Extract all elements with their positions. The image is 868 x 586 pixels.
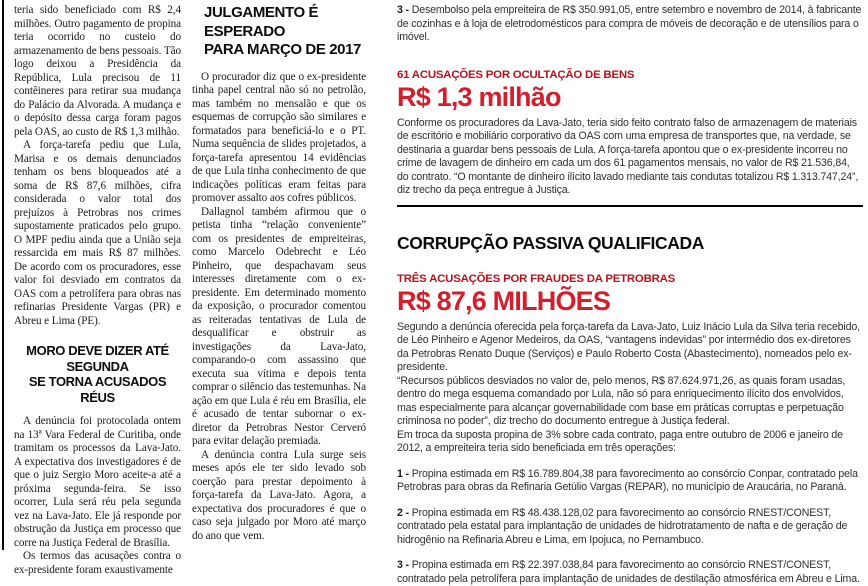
list-item-text: Propina estimada em R$ 16.789.804,38 para favorecimento ao consórcio Conpar, contratado pela Petrobras para obras da Refinaria Getúlio Vargas (REPAR), no município de Araucária, no Paraná.: [397, 467, 858, 493]
list-item-number: 3 -: [397, 4, 409, 16]
list-item-text: Propina estimada em R$ 48.438.128,02 para favorecimento ao consórcio RNEST/CONEST, contratado pela estatal para implantação de unidades de hidrotratamento de nafta e de geração de hidrogênio na Refinaria Abreu e Lima, em Ipojuca, no Pernambuco.: [397, 506, 848, 546]
infobox-body: Em troca da suposta propina de 3% sobre cada contrato, paga entre outubro de 2006 e janeiro de 2012, a empreiteira teria sido beneficiada em três operações:: [397, 428, 843, 454]
infobox: [397, 4, 863, 586]
sub-headline: [14, 343, 181, 405]
column-headline-line: PARA MARÇO DE 2017: [204, 41, 362, 58]
article-paragraph: Dallagnol também afirmou que o petista tinha “relação conveniente” com os presidentes de empreiteiras, como Marcelo Odebrecht e Léo Pinheiro, que despachavam seus interesses diretamente com o ex-presidente. Em determinado momento da exposição, o procurador comentou as reiteradas tentativas de Lula de desqualificar e obstruir as investigações da Lava-Jato, comparando-o com assassino que executa sua vítima e depois tenta comprar o silêncio das testemunhas. Na ação em que Lula é réu em Brasília, ele é acusado de tentar subornar o ex-diretor da Petrobras Nestor Cerveró para evitar delação premiada.: [192, 205, 366, 447]
article-paragraph: Os termos das acusações contra o ex-presidente foram exaustivamente: [14, 550, 181, 576]
infobox-list-item: [397, 4, 863, 45]
infobox-body: “Recursos públicos desviados no valor de, pelo menos, R$ 87.624.971,26, as quais foram usadas, dentro do mega esquema comandado por Lula, não só para enriquecimento ilícito dos envolvidos, mas especialmente para alcançar governabilidade com base em práticas corruptas e perpetuação criminosa no poder”, diz trecho do documento entregue à Justiça federal.: [397, 374, 846, 427]
article-column-1: [14, 4, 181, 577]
article-paragraph: O procurador diz que o ex-presidente tinha papel central não só no petrolão, mas também no mensalão e que os esquemas de corrupção são similares e formatados para beneficiá-lo e o PT. Numa sequência de slides projetados, a força-tarefa apresentou 14 evidências de que Lula tinha conhecimento de que indicações políticas eram feitas para promover assalto aos cofres públicos.: [192, 70, 366, 204]
amount-petrobras-fraud: R$ 87,6 MILHÕES: [397, 285, 611, 316]
column-headline-line: JULGAMENTO É ESPERADO: [204, 4, 319, 40]
section-divider: [397, 205, 863, 207]
article-column-2: [192, 4, 366, 543]
article-paragraph: A força-tarefa pediu que Lula, Marisa e os demais denunciados tenham os bens bloqueados até a soma de R$ 87,6 milhões, cifra considerada o valor total dos prejuízos à Petrobras nos crimes supostamente praticados pelo grupo. O MPF pediu ainda que a União seja ressarcida em mais R$ 87 milhões. De acordo com os procuradores, esse valor foi desviado em contratos da OAS com a petrolífera para obras nas refinarias Presidente Vargas (PR) e Abreu e Lima (PE).: [14, 139, 181, 327]
list-item-number: 3 -: [397, 559, 409, 571]
article-paragraph: A denúncia contra Lula surge seis meses após ele ter sido levado sob coerção para prestar depoimento à força-tarefa da Lava-Jato. Agora, a expectativa dos procuradores é que o caso seja julgado por Moro até março do ano que vem.: [192, 448, 366, 542]
section-header: CORRUPÇÃO PASSIVA QUALIFICADA: [397, 232, 704, 253]
list-item-number: 1 -: [397, 467, 409, 480]
infobox-list-item: [397, 468, 863, 495]
article-paragraph: teria sido beneficiado com R$ 2,4 milhões. Outro pagamento de propina teria ocorrido no custeio do armazenamento de bens pessoais. Tão logo deixou a Presidência da República, Lula precisou de 11 contêineres para retirar sua mudança do Palácio da Alvorada. A mudança e o depósito dessa carga foram pagos pela OAS, ao custo de R$ 1,3 milhão.: [14, 4, 181, 138]
sub-headline-line: SE TORNA ACUSADOS RÉUS: [28, 374, 167, 405]
article-paragraph: A denúncia foi protocolada ontem na 13ª Vara Federal de Curitiba, onde tramitam os processos da Lava-Jato. A expectativa dos investigadores é de que o juiz Sergio Moro aceite-a até a próxima segunda-feira. Se isso ocorrer, Lula será réu pela segunda vez na Lava-Jato. Ele já responde por obstrução da Justiça em processo que corre na Justiça Federal de Brasília.: [14, 415, 181, 549]
infobox-body: Segundo a denúncia oferecida pela força-tarefa da Lava-Jato, Luiz Inácio Lula da Silva teria recebido, de Léo Pinheiro e Agenor Medeiros, da OAS, “vantagens indevidas” por intermédio dos ex-diretores da Petrobras Renato Duque (Serviços) e Paulo Roberto Costa (Abastecimento), nomeados pelo ex-presidente.: [397, 320, 860, 373]
infobox-list-item: [397, 507, 863, 548]
amount-hidden-assets: R$ 1,3 milhão: [397, 81, 561, 112]
kicker-hidden-assets: 61 ACUSAÇÕES POR OCULTAÇÃO DE BENS: [397, 68, 635, 81]
infobox-body: Conforme os procuradores da Lava-Jato, teria sido feito contrato falso de armazenagem de materiais de escritório e mobiliário corporativo da OAS com uma empresa de transportes que, na verdade, se destinaria a guardar bens pessoais de Lula. A força-tarefa apontou que o ex-presidente incorreu no crime de lavagem de dinheiro em cada um dos 61 pagamentos mensais, no valor de R$ 21.536,84, do contrato. “O montante de dinheiro ilícito lavado mediante tais condutas totalizou R$ 1.313.747,24”, diz trecho da peça entregue à Justiça.: [397, 116, 859, 196]
column-rule: [2, 0, 4, 550]
infobox-list-item: [397, 559, 863, 586]
kicker-petrobras-fraud: TRÊS ACUSAÇÕES POR FRAUDES DA PETROBRAS: [397, 272, 676, 285]
list-item-number: 2 -: [397, 506, 409, 519]
list-item-text: Propina estimada em R$ 22.397.038,84 para favorecimento ao consórcio RNEST/CONEST, contratado pela petrolífera para implantação de unidades de destilação atmosférica em Abreu e Lima.: [397, 559, 860, 585]
sub-headline-line: MORO DEVE DIZER ATÉ SEGUNDA: [26, 343, 169, 374]
list-item-text: Desembolso pela empreiteira de R$ 350.991,05, entre setembro e novembro de 2014, à fabricante de cozinhas e à loja de eletrodomésticos para compra de móveis de decoração e de utensílios para o imóvel.: [397, 4, 862, 43]
column-headline: [192, 4, 366, 60]
